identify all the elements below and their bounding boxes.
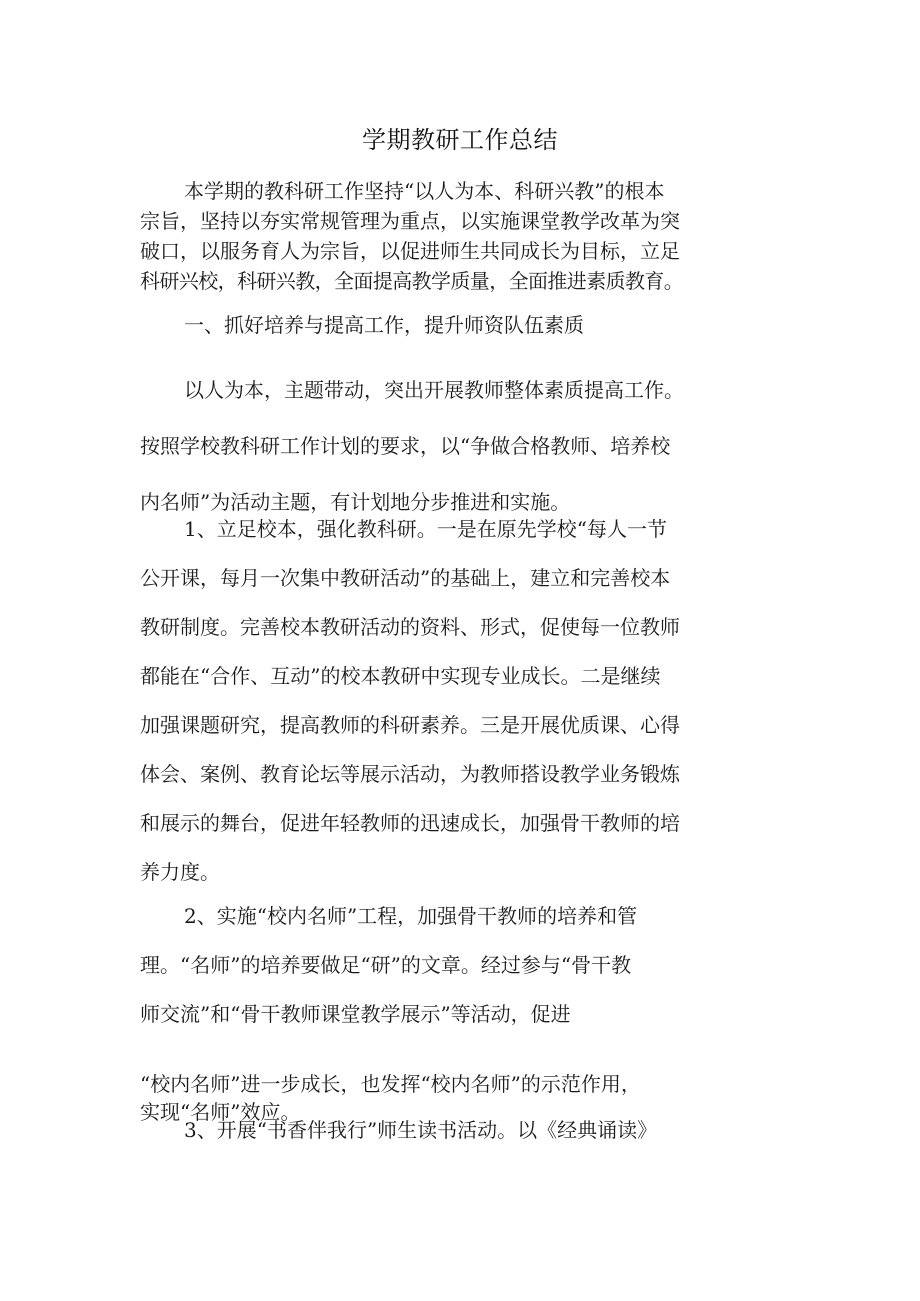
text-line: 一、抓好培养与提高工作，提升师资队伍素质: [184, 313, 584, 337]
item1-paragraph: [140, 505, 790, 897]
text-line: 师交流”和“骨干教师课堂教学展示”等活动，促进: [140, 1002, 571, 1026]
text-line: “校内名师”进一步成长，也发挥“校内名师”的示范作用，: [140, 1072, 641, 1096]
text-line: 教研制度。完善校本教研活动的资料、形式，促使每一位教师: [140, 615, 680, 639]
text-line: 养力度。: [140, 860, 220, 884]
text-line: 体会、案例、教育论坛等展示活动，为教师搭设教学业务锻炼: [140, 762, 680, 786]
text-line: 实现“名师”效应。: [140, 1100, 301, 1124]
text-line: 破口，以服务育人为宗旨，以促进师生共同成长为目标，立足: [140, 239, 680, 263]
item3-paragraph: [140, 1106, 790, 1155]
section-heading: [140, 310, 790, 340]
text-line: 按照学校教科研工作计划的要求，以“争做合格教师、培养校: [140, 434, 671, 458]
text-line: 3、开展“书香伴我行”师生读书活动。以《经典诵读》: [184, 1118, 658, 1142]
item2-paragraph: [140, 892, 790, 1039]
text-line: 2、实施“校内名师”工程，加强骨干教师的培养和管: [184, 904, 638, 928]
text-line: 宗旨，坚持以夯实常规管理为重点，以实施课堂教学改革为突: [140, 209, 680, 233]
text-line: 以人为本，主题带动，突出开展教师整体素质提高工作。: [184, 378, 684, 402]
text-line: 加强课题研究，提高教师的科研素养。三是开展优质课、心得: [140, 713, 680, 737]
document-title: 学期教研工作总结: [362, 126, 558, 154]
text-line: 公开课，每月一次集中教研活动”的基础上，建立和完善校本: [140, 566, 671, 590]
intro-paragraph: [140, 176, 790, 296]
text-line: 理。“名师”的培养要做足“研”的文章。经过参与“骨干教: [140, 953, 632, 977]
text-line: 1、立足校本，强化教科研。一是在原先学校“每人一节: [184, 517, 667, 541]
text-line: 本学期的教科研工作坚持“以人为本、科研兴教”的根本: [184, 179, 665, 203]
text-line: 都能在“合作、互动”的校本教研中实现专业成长。二是继续: [140, 664, 661, 688]
text-line: 科研兴校，科研兴教，全面提高教学质量，全面推进素质教育。: [140, 269, 684, 293]
text-line: 和展示的舞台，促进年轻教师的迅速成长，加强骨干教师的培: [140, 811, 680, 835]
text-line: 内名师”为活动主题，有计划地分步推进和实施。: [140, 490, 571, 514]
